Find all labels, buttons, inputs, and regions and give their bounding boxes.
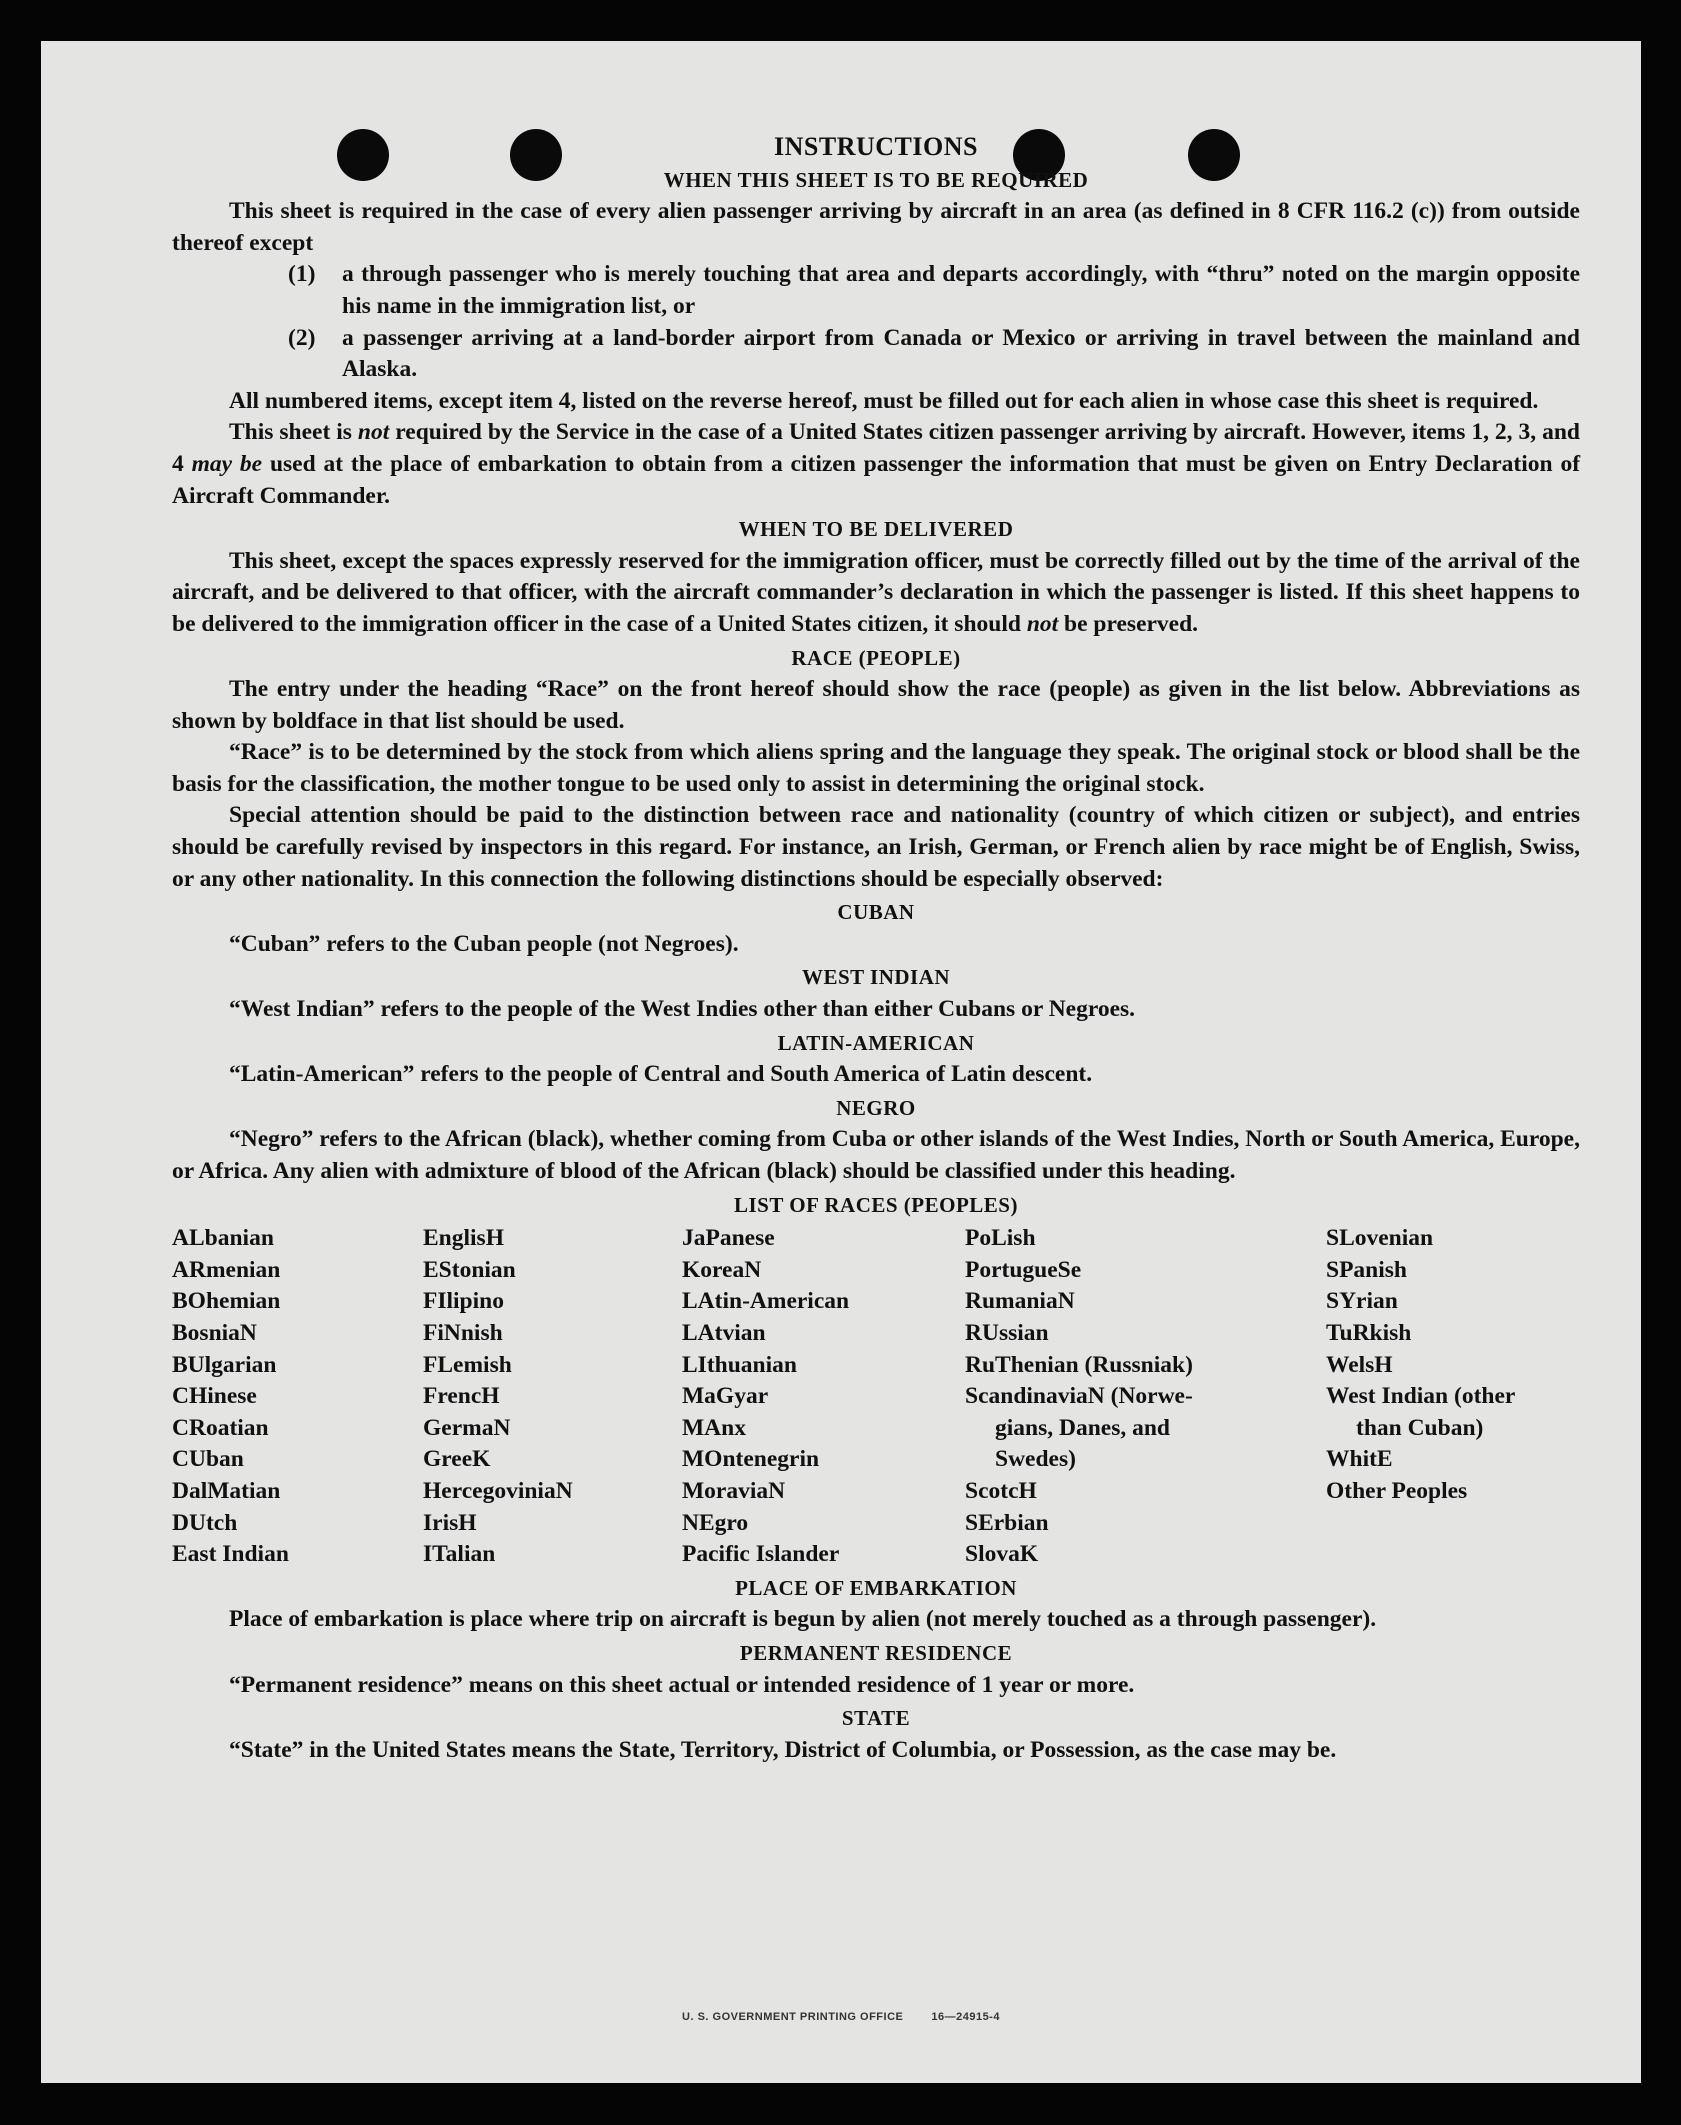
race-entry: FiNnish: [423, 1319, 503, 1346]
paragraph: “Latin-American” refers to the people of Central and South America of Latin descent.: [229, 1061, 1093, 1088]
race-entry: MoraviaN: [682, 1477, 786, 1504]
text: This sheet, except the spaces expressly reserved for the immigration officer, must be correctly filled out by the time of the arrival of the aircraft, and be delivered to that officer, with the aircraft commander’s declaration in which the passenger is listed. If this sheet happens to be delivered to the immigration officer in the case of a United States citizen, it should: [172, 547, 1580, 637]
races-column: [682, 1223, 965, 1571]
race-entry: FIlipino: [423, 1288, 504, 1315]
race-entry: WhitE: [1326, 1446, 1393, 1473]
race-entry: PoLish: [965, 1225, 1036, 1252]
paragraph: “Permanent residence” means on this sheet actual or intended residence of 1 year or more.: [229, 1671, 1135, 1698]
item-text: a passenger arriving at a land-border airport from Canada or Mexico or arriving in travel between the mainland and Alaska.: [342, 324, 1580, 383]
paragraph: “West Indian” refers to the people of the West Indies other than either Cubans or Negroes.: [229, 996, 1136, 1023]
race-entry: SYrian: [1326, 1288, 1398, 1315]
race-entry: TuRkish: [1326, 1319, 1412, 1346]
instructions-body: [172, 129, 1580, 1766]
race-entry: Swedes): [995, 1446, 1076, 1473]
heading-negro: NEGRO: [836, 1095, 916, 1120]
paragraph: “Cuban” refers to the Cuban people (not Negroes).: [229, 930, 739, 957]
text: This sheet is: [229, 419, 358, 446]
heading-permanent-residence: PERMANENT RESIDENCE: [739, 1640, 1013, 1665]
text: required by the Service in the case of a United States citizen passenger arriving by aircraft. However, items 1, 2, 3, and 4: [172, 419, 1581, 477]
heading-when-required: WHEN THIS SHEET IS TO BE REQUIRED: [663, 167, 1089, 192]
paragraph: This sheet is required in the case of every alien passenger arriving by aircraft in an area (as defined in 8 CFR 116.2 (c)) from outside thereof except: [172, 198, 1580, 256]
race-entry: KoreaN: [682, 1256, 762, 1283]
paragraph: [172, 417, 1580, 512]
paragraph: Place of embarkation is place where trip on aircraft is begun by alien (not merely touched as a through passenger).: [229, 1606, 1377, 1633]
race-entry: GreeK: [423, 1446, 491, 1473]
race-entry: HercegoviniaN: [423, 1477, 573, 1504]
form-code: 16—24915-4: [931, 2011, 1000, 2023]
race-entry: LAtin-American: [682, 1288, 850, 1315]
race-entry: RUssian: [965, 1319, 1049, 1346]
race-entry: ITalian: [423, 1541, 496, 1568]
race-entry: MaGyar: [682, 1383, 769, 1410]
paragraph: “State” in the United States means the State, Territory, District of Columbia, or Possession, as the case may be.: [229, 1736, 1337, 1763]
paragraph: All numbered items, except item 4, listed on the reverse hereof, must be filled out for each alien in whose case this sheet is required.: [229, 387, 1539, 414]
heading-state: STATE: [841, 1706, 911, 1731]
item-text: a through passenger who is merely touching that area and departs accordingly, with “thru” noted on the margin opposite his name in the immigration list, or: [342, 261, 1580, 319]
race-entry: LAtvian: [682, 1319, 766, 1346]
heading-list-of-races: LIST OF RACES (PEOPLES): [734, 1192, 1018, 1217]
list-item: [288, 259, 1580, 322]
printer-footer: [41, 2011, 1641, 2023]
paragraph: [172, 546, 1580, 641]
list-item: [288, 323, 1580, 386]
races-column: [965, 1223, 1326, 1571]
paragraph: “Negro” refers to the African (black), whether coming from Cuba or other islands of the West Indies, North or South America, Europe, or Africa. Any alien with admixture of blood of the African (black) should be classified under this heading.: [172, 1126, 1580, 1184]
race-entry: IrisH: [423, 1509, 477, 1536]
race-entry: ALbanian: [172, 1225, 274, 1252]
paragraph: Special attention should be paid to the distinction between race and nationality (country of which citizen or subject), and entries should be carefully revised by inspectors in this regard. For instance, an Irish, German, or French alien by race might be of English, Swiss, or any other nationality. In this connection the following distinctions should be especially observed:: [172, 802, 1580, 892]
item-number: (1): [288, 261, 316, 288]
race-entry: SPanish: [1326, 1256, 1407, 1283]
race-entry: SErbian: [965, 1509, 1049, 1536]
race-entry: ScotcH: [965, 1477, 1037, 1504]
heading-embarkation: PLACE OF EMBARKATION: [735, 1575, 1017, 1600]
race-entry: DUtch: [172, 1509, 238, 1536]
italic-text: may be: [191, 450, 263, 477]
race-entry: Other Peoples: [1326, 1477, 1468, 1504]
race-entry: RumaniaN: [965, 1288, 1075, 1315]
race-entry: ScandinaviaN (Norwe-: [965, 1383, 1193, 1410]
printer-name: U. S. GOVERNMENT PRINTING OFFICE: [682, 2011, 904, 2023]
race-entry: MAnx: [682, 1414, 746, 1441]
race-entry: LIthuanian: [682, 1351, 797, 1378]
item-number: (2): [288, 324, 316, 351]
italic-text: not: [1026, 610, 1059, 637]
race-entry: GermaN: [423, 1414, 511, 1441]
page-title: INSTRUCTIONS: [774, 132, 978, 161]
race-entry: CUban: [172, 1446, 244, 1473]
race-entry: than Cuban): [1356, 1414, 1484, 1441]
italic-text: not: [357, 419, 390, 446]
race-entry: CRoatian: [172, 1414, 269, 1441]
heading-race: RACE (PEOPLE): [791, 645, 961, 670]
paragraph: “Race” is to be determined by the stock from which aliens spring and the language they speak. The original stock or blood shall be the basis for the classification, the mother tongue to be used only to assist in determining the original stock.: [172, 739, 1580, 797]
race-entry: West Indian (other: [1326, 1383, 1516, 1410]
heading-when-delivered: WHEN TO BE DELIVERED: [738, 517, 1014, 542]
paragraph: The entry under the heading “Race” on the front hereof should show the race (people) as given in the list below. Abbreviations as shown by boldface in that list should be used.: [172, 676, 1580, 734]
race-entry: MOntenegrin: [682, 1446, 820, 1473]
race-entry: BUlgarian: [172, 1351, 277, 1378]
race-entry: EnglisH: [423, 1225, 504, 1252]
heading-west-indian: WEST INDIAN: [801, 965, 951, 990]
race-entry: NEgro: [682, 1509, 749, 1536]
race-entry: WelsH: [1326, 1351, 1393, 1378]
races-column: [423, 1223, 682, 1571]
race-entry: SLovenian: [1326, 1225, 1434, 1252]
race-entry: EStonian: [423, 1256, 516, 1283]
race-entry: DalMatian: [172, 1477, 281, 1504]
race-entry: BosniaN: [172, 1319, 257, 1346]
heading-latin-american: LATIN-AMERICAN: [777, 1030, 975, 1055]
race-entry: ARmenian: [172, 1256, 281, 1283]
race-entry: FLemish: [423, 1351, 512, 1378]
races-column: [172, 1223, 423, 1571]
race-entry: PortugueSe: [965, 1256, 1082, 1283]
race-entry: Pacific Islander: [682, 1541, 840, 1568]
races-column: [1326, 1223, 1580, 1571]
races-table: [172, 1223, 1580, 1571]
race-entry: gians, Danes, and: [995, 1414, 1170, 1441]
race-entry: SlovaK: [965, 1541, 1039, 1568]
race-entry: East Indian: [172, 1541, 289, 1568]
race-entry: CHinese: [172, 1383, 257, 1410]
heading-cuban: CUBAN: [837, 900, 915, 925]
document-page: [41, 41, 1641, 2083]
race-entry: RuThenian (Russniak): [965, 1351, 1193, 1378]
race-entry: FrencH: [423, 1383, 500, 1410]
text: be preserved.: [1058, 610, 1199, 637]
text: used at the place of embarkation to obtain from a citizen passenger the information that must be given on Entry Declaration of Aircraft Commander.: [172, 450, 1581, 509]
race-entry: BOhemian: [172, 1288, 281, 1315]
race-entry: JaPanese: [682, 1225, 775, 1252]
